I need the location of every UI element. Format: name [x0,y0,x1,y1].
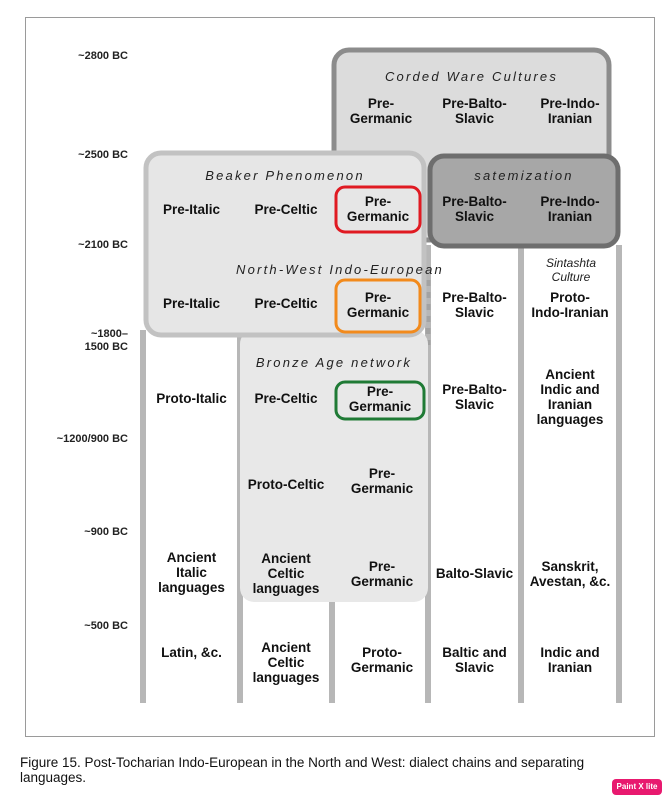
cell-2100-germanic: Pre- Germanic [346,290,410,320]
cell-1800-germanic: Pre- Germanic [348,384,412,414]
cell-2100-balto: Pre-Balto- Slavic [442,290,507,320]
cell-2500-celtic: Pre-Celtic [254,202,318,217]
cell-500-balto: Baltic and Slavic [442,645,507,675]
cell-1200-celtic: Proto-Celtic [247,477,325,492]
era-label-900: ~900 BC [84,526,128,538]
cell-900-celtic: Ancient Celtic languages [252,551,320,596]
era-label-1200-900: ~1200/900 BC [56,433,128,445]
cell-500-celtic: Ancient Celtic languages [252,640,320,685]
sintashta-title: Sintashta Culture [545,256,597,284]
cell-900-balto: Balto-Slavic [435,566,514,581]
era-label-1800-1500: ~1800– 1500 BC [84,328,128,353]
figure-caption: Figure 15. Post-Tocharian Indo-European in the North and West: dialect chains and separating languages. [20,755,585,785]
cell-500-germanic: Proto- Germanic [350,645,414,675]
bronze-age-title: Bronze Age network [255,355,413,370]
cell-2100-italic: Pre-Italic [162,296,221,311]
cell-1800-celtic: Pre-Celtic [254,391,318,406]
cell-2800-balto: Pre-Balto- Slavic [442,96,507,126]
beaker-title: Beaker Phenomenon [205,168,365,183]
cell-2500-indo: Pre-Indo- Iranian [540,194,600,224]
cell-500-italic: Latin, &c. [161,645,222,660]
cell-1200-germanic: Pre- Germanic [350,466,414,496]
cell-2100-indo: Proto- Indo-Iranian [531,290,609,320]
paint-x-lite-badge: Paint X lite [612,779,662,795]
cell-500-indo: Indic and Iranian [540,645,600,675]
cell-2500-germanic: Pre- Germanic [346,194,410,224]
cell-1800-italic: Proto-Italic [156,391,227,406]
cell-2800-indo: Pre-Indo- Iranian [540,96,600,126]
era-label-500: ~500 BC [84,620,128,632]
era-label-2800: ~2800 BC [78,50,128,62]
cell-900-indo: Sanskrit, Avestan, &c. [529,559,611,589]
cell-1800-indo: Ancient Indic and Iranian languages [536,367,604,427]
era-label-2100: ~2100 BC [78,239,128,251]
cell-2100-celtic: Pre-Celtic [254,296,318,311]
nw-ie-title: North-West Indo-European [236,262,444,277]
cell-1800-balto: Pre-Balto- Slavic [442,382,507,412]
era-label-2500: ~2500 BC [78,149,128,161]
satemization-title: satemization [474,168,574,183]
cell-900-italic: Ancient Italic languages [158,550,225,595]
cell-900-germanic: Pre- Germanic [350,559,414,589]
corded-ware-title: Corded Ware Cultures [384,69,559,84]
cell-2500-balto: Pre-Balto- Slavic [442,194,507,224]
cell-2800-germanic: Pre- Germanic [349,96,413,126]
cell-2500-italic: Pre-Italic [162,202,221,217]
